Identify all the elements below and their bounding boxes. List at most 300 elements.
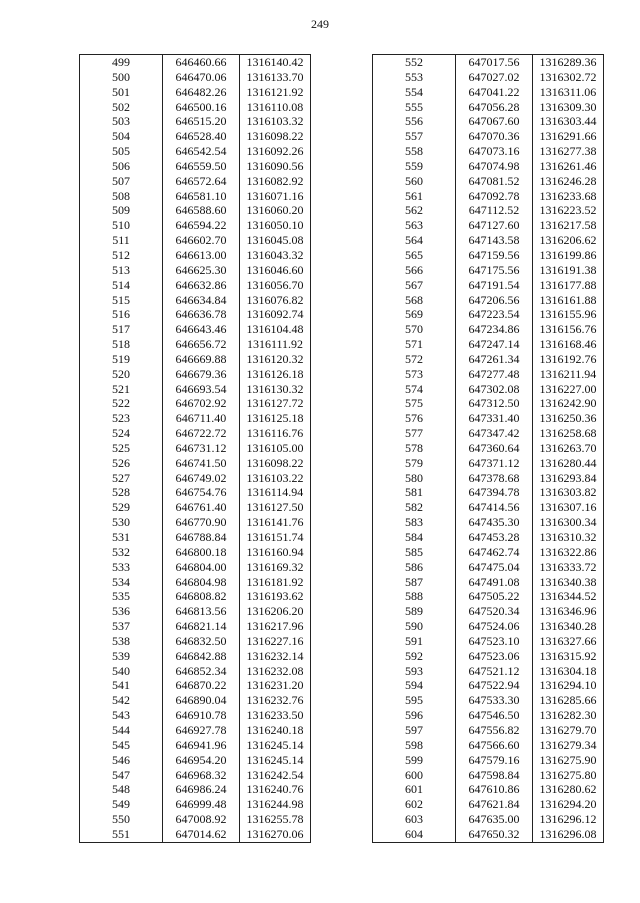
y-coordinate-cell: 1316242.90 — [533, 396, 604, 411]
point-number-cell: 590 — [373, 619, 456, 634]
point-number-cell: 570 — [373, 322, 456, 337]
table-row — [373, 100, 604, 115]
point-number-cell: 584 — [373, 530, 456, 545]
point-number-cell: 560 — [373, 174, 456, 189]
x-coordinate-cell: 647234.86 — [456, 322, 533, 337]
point-number-cell: 544 — [80, 723, 163, 738]
x-coordinate-cell: 647302.08 — [456, 382, 533, 397]
point-number-cell: 507 — [80, 174, 163, 189]
table-row — [373, 218, 604, 233]
point-number-cell: 534 — [80, 575, 163, 590]
table-row — [373, 456, 604, 471]
y-coordinate-cell: 1316098.22 — [240, 129, 311, 144]
x-coordinate-cell: 646634.84 — [163, 293, 240, 308]
point-number-cell: 599 — [373, 753, 456, 768]
table-row — [80, 159, 311, 174]
y-coordinate-cell: 1316161.88 — [533, 293, 604, 308]
x-coordinate-cell: 647191.54 — [456, 278, 533, 293]
table-row — [80, 396, 311, 411]
x-coordinate-cell: 647650.32 — [456, 827, 533, 842]
x-coordinate-cell: 647378.68 — [456, 471, 533, 486]
y-coordinate-cell: 1316121.92 — [240, 85, 311, 100]
table-row — [373, 619, 604, 634]
table-row — [80, 307, 311, 322]
point-number-cell: 519 — [80, 352, 163, 367]
point-number-cell: 543 — [80, 708, 163, 723]
x-coordinate-cell: 646788.84 — [163, 530, 240, 545]
point-number-cell: 535 — [80, 589, 163, 604]
y-coordinate-cell: 1316193.62 — [240, 589, 311, 604]
y-coordinate-cell: 1316227.16 — [240, 634, 311, 649]
x-coordinate-cell: 647056.28 — [456, 100, 533, 115]
table-row — [80, 782, 311, 797]
y-coordinate-cell: 1316192.76 — [533, 352, 604, 367]
table-row — [80, 248, 311, 263]
table-row — [373, 382, 604, 397]
table-row — [80, 441, 311, 456]
y-coordinate-cell: 1316293.84 — [533, 471, 604, 486]
table-row — [80, 100, 311, 115]
point-number-cell: 559 — [373, 159, 456, 174]
point-number-cell: 552 — [373, 55, 456, 70]
table-row — [80, 129, 311, 144]
point-number-cell: 510 — [80, 218, 163, 233]
x-coordinate-cell: 647127.60 — [456, 218, 533, 233]
table-row — [80, 634, 311, 649]
x-coordinate-cell: 647579.16 — [456, 753, 533, 768]
y-coordinate-cell: 1316279.70 — [533, 723, 604, 738]
y-coordinate-cell: 1316309.30 — [533, 100, 604, 115]
y-coordinate-cell: 1316333.72 — [533, 560, 604, 575]
y-coordinate-cell: 1316060.20 — [240, 203, 311, 218]
table-row — [373, 114, 604, 129]
x-coordinate-cell: 646470.06 — [163, 70, 240, 85]
table-row — [373, 589, 604, 604]
table-row — [80, 827, 311, 842]
y-coordinate-cell: 1316322.86 — [533, 545, 604, 560]
y-coordinate-cell: 1316130.32 — [240, 382, 311, 397]
x-coordinate-cell: 646842.88 — [163, 649, 240, 664]
y-coordinate-cell: 1316277.38 — [533, 144, 604, 159]
y-coordinate-cell: 1316310.32 — [533, 530, 604, 545]
x-coordinate-cell: 646941.96 — [163, 738, 240, 753]
table-row — [80, 426, 311, 441]
x-coordinate-cell: 647414.56 — [456, 500, 533, 515]
y-coordinate-cell: 1316240.76 — [240, 782, 311, 797]
x-coordinate-cell: 646625.30 — [163, 263, 240, 278]
point-number-cell: 538 — [80, 634, 163, 649]
x-coordinate-cell: 647556.82 — [456, 723, 533, 738]
table-row — [80, 738, 311, 753]
x-coordinate-cell: 646852.34 — [163, 664, 240, 679]
table-row — [80, 797, 311, 812]
y-coordinate-cell: 1316056.70 — [240, 278, 311, 293]
x-coordinate-cell: 647027.02 — [456, 70, 533, 85]
y-coordinate-cell: 1316315.92 — [533, 649, 604, 664]
y-coordinate-cell: 1316116.76 — [240, 426, 311, 441]
table-row — [80, 337, 311, 352]
point-number-cell: 601 — [373, 782, 456, 797]
page-number: 249 — [311, 17, 329, 31]
x-coordinate-cell: 647453.28 — [456, 530, 533, 545]
y-coordinate-cell: 1316244.98 — [240, 797, 311, 812]
y-coordinate-cell: 1316199.86 — [533, 248, 604, 263]
point-number-cell: 554 — [373, 85, 456, 100]
point-number-cell: 583 — [373, 515, 456, 530]
x-coordinate-cell: 647523.10 — [456, 634, 533, 649]
table-row — [80, 367, 311, 382]
y-coordinate-cell: 1316294.10 — [533, 678, 604, 693]
point-number-cell: 557 — [373, 129, 456, 144]
x-coordinate-cell: 647067.60 — [456, 114, 533, 129]
y-coordinate-cell: 1316231.20 — [240, 678, 311, 693]
x-coordinate-cell: 646632.86 — [163, 278, 240, 293]
table-row — [80, 649, 311, 664]
y-coordinate-cell: 1316346.96 — [533, 604, 604, 619]
table-row — [80, 812, 311, 827]
y-coordinate-cell: 1316282.30 — [533, 708, 604, 723]
table-row — [80, 575, 311, 590]
point-number-cell: 577 — [373, 426, 456, 441]
y-coordinate-cell: 1316261.46 — [533, 159, 604, 174]
table-row — [80, 174, 311, 189]
x-coordinate-cell: 646515.20 — [163, 114, 240, 129]
table-row — [373, 485, 604, 500]
table-row — [373, 738, 604, 753]
table-row — [373, 278, 604, 293]
point-number-cell: 578 — [373, 441, 456, 456]
x-coordinate-cell: 647521.12 — [456, 664, 533, 679]
x-coordinate-cell: 647277.48 — [456, 367, 533, 382]
y-coordinate-cell: 1316275.80 — [533, 768, 604, 783]
table-row — [373, 782, 604, 797]
table-row — [373, 203, 604, 218]
point-number-cell: 596 — [373, 708, 456, 723]
y-coordinate-cell: 1316245.14 — [240, 738, 311, 753]
y-coordinate-cell: 1316217.58 — [533, 218, 604, 233]
x-coordinate-cell: 646693.54 — [163, 382, 240, 397]
y-coordinate-cell: 1316169.32 — [240, 560, 311, 575]
table-row — [80, 203, 311, 218]
y-coordinate-cell: 1316263.70 — [533, 441, 604, 456]
point-number-cell: 569 — [373, 307, 456, 322]
x-coordinate-cell: 646602.70 — [163, 233, 240, 248]
table-row — [373, 248, 604, 263]
x-coordinate-cell: 647505.22 — [456, 589, 533, 604]
x-coordinate-cell: 646528.40 — [163, 129, 240, 144]
y-coordinate-cell: 1316114.94 — [240, 485, 311, 500]
x-coordinate-cell: 647371.12 — [456, 456, 533, 471]
x-coordinate-cell: 646754.76 — [163, 485, 240, 500]
y-coordinate-cell: 1316098.22 — [240, 456, 311, 471]
table-row — [80, 382, 311, 397]
x-coordinate-cell: 646542.54 — [163, 144, 240, 159]
x-coordinate-cell: 647081.52 — [456, 174, 533, 189]
y-coordinate-cell: 1316110.08 — [240, 100, 311, 115]
table-row — [373, 396, 604, 411]
table-row — [373, 500, 604, 515]
point-number-cell: 531 — [80, 530, 163, 545]
y-coordinate-cell: 1316246.28 — [533, 174, 604, 189]
point-number-cell: 594 — [373, 678, 456, 693]
x-coordinate-cell: 646749.02 — [163, 471, 240, 486]
y-coordinate-cell: 1316304.18 — [533, 664, 604, 679]
y-coordinate-cell: 1316340.28 — [533, 619, 604, 634]
point-number-cell: 549 — [80, 797, 163, 812]
y-coordinate-cell: 1316303.82 — [533, 485, 604, 500]
point-number-cell: 585 — [373, 545, 456, 560]
point-number-cell: 545 — [80, 738, 163, 753]
x-coordinate-cell: 647206.56 — [456, 293, 533, 308]
table-row — [373, 144, 604, 159]
point-number-cell: 568 — [373, 293, 456, 308]
table-row — [373, 352, 604, 367]
point-number-cell: 579 — [373, 456, 456, 471]
x-coordinate-cell: 647520.34 — [456, 604, 533, 619]
y-coordinate-cell: 1316160.94 — [240, 545, 311, 560]
y-coordinate-cell: 1316181.92 — [240, 575, 311, 590]
point-number-cell: 527 — [80, 471, 163, 486]
x-coordinate-cell: 646910.78 — [163, 708, 240, 723]
point-number-cell: 505 — [80, 144, 163, 159]
x-coordinate-cell: 646559.50 — [163, 159, 240, 174]
x-coordinate-cell: 646804.98 — [163, 575, 240, 590]
point-number-cell: 588 — [373, 589, 456, 604]
table-row — [80, 456, 311, 471]
point-number-cell: 517 — [80, 322, 163, 337]
y-coordinate-cell: 1316092.26 — [240, 144, 311, 159]
point-number-cell: 580 — [373, 471, 456, 486]
point-number-cell: 520 — [80, 367, 163, 382]
point-number-cell: 591 — [373, 634, 456, 649]
x-coordinate-cell: 646813.56 — [163, 604, 240, 619]
table-row — [80, 604, 311, 619]
y-coordinate-cell: 1316275.90 — [533, 753, 604, 768]
point-number-cell: 592 — [373, 649, 456, 664]
x-coordinate-cell: 647621.84 — [456, 797, 533, 812]
y-coordinate-cell: 1316250.36 — [533, 411, 604, 426]
x-coordinate-cell: 647435.30 — [456, 515, 533, 530]
table-row — [373, 797, 604, 812]
table-row — [80, 664, 311, 679]
x-coordinate-cell: 647491.08 — [456, 575, 533, 590]
y-coordinate-cell: 1316111.92 — [240, 337, 311, 352]
y-coordinate-cell: 1316206.62 — [533, 233, 604, 248]
point-number-cell: 501 — [80, 85, 163, 100]
x-coordinate-cell: 647546.50 — [456, 708, 533, 723]
table-row — [80, 619, 311, 634]
x-coordinate-cell: 646722.72 — [163, 426, 240, 441]
point-number-cell: 522 — [80, 396, 163, 411]
x-coordinate-cell: 647074.98 — [456, 159, 533, 174]
table-row — [80, 233, 311, 248]
point-number-cell: 574 — [373, 382, 456, 397]
y-coordinate-cell: 1316270.06 — [240, 827, 311, 842]
x-coordinate-cell: 647008.92 — [163, 812, 240, 827]
y-coordinate-cell: 1316279.34 — [533, 738, 604, 753]
y-coordinate-cell: 1316105.00 — [240, 441, 311, 456]
y-coordinate-cell: 1316045.08 — [240, 233, 311, 248]
point-number-cell: 500 — [80, 70, 163, 85]
y-coordinate-cell: 1316311.06 — [533, 85, 604, 100]
y-coordinate-cell: 1316092.74 — [240, 307, 311, 322]
y-coordinate-cell: 1316232.76 — [240, 693, 311, 708]
point-number-cell: 521 — [80, 382, 163, 397]
y-coordinate-cell: 1316300.34 — [533, 515, 604, 530]
x-coordinate-cell: 647635.00 — [456, 812, 533, 827]
table-row — [373, 560, 604, 575]
table-row — [80, 70, 311, 85]
table-row — [80, 218, 311, 233]
y-coordinate-cell: 1316233.68 — [533, 189, 604, 204]
point-number-cell: 581 — [373, 485, 456, 500]
table-row — [373, 85, 604, 100]
y-coordinate-cell: 1316126.18 — [240, 367, 311, 382]
table-row — [373, 426, 604, 441]
y-coordinate-cell: 1316344.52 — [533, 589, 604, 604]
y-coordinate-cell: 1316155.96 — [533, 307, 604, 322]
x-coordinate-cell: 647312.50 — [456, 396, 533, 411]
point-number-cell: 565 — [373, 248, 456, 263]
table-row — [373, 545, 604, 560]
y-coordinate-cell: 1316140.42 — [240, 55, 311, 70]
x-coordinate-cell: 647522.94 — [456, 678, 533, 693]
y-coordinate-cell: 1316071.16 — [240, 189, 311, 204]
point-number-cell: 539 — [80, 649, 163, 664]
table-row — [373, 70, 604, 85]
table-row — [373, 411, 604, 426]
point-number-cell: 586 — [373, 560, 456, 575]
y-coordinate-cell: 1316206.20 — [240, 604, 311, 619]
point-number-cell: 567 — [373, 278, 456, 293]
coordinates-table-right — [372, 54, 604, 843]
y-coordinate-cell: 1316127.72 — [240, 396, 311, 411]
coordinates-table-right-body — [373, 55, 604, 843]
table-row — [373, 471, 604, 486]
point-number-cell: 542 — [80, 693, 163, 708]
y-coordinate-cell: 1316280.62 — [533, 782, 604, 797]
point-number-cell: 526 — [80, 456, 163, 471]
table-row — [80, 530, 311, 545]
x-coordinate-cell: 646460.66 — [163, 55, 240, 70]
point-number-cell: 513 — [80, 263, 163, 278]
x-coordinate-cell: 647143.58 — [456, 233, 533, 248]
point-number-cell: 541 — [80, 678, 163, 693]
point-number-cell: 503 — [80, 114, 163, 129]
x-coordinate-cell: 646770.90 — [163, 515, 240, 530]
x-coordinate-cell: 647112.52 — [456, 203, 533, 218]
table-row — [373, 263, 604, 278]
point-number-cell: 602 — [373, 797, 456, 812]
x-coordinate-cell: 646702.92 — [163, 396, 240, 411]
y-coordinate-cell: 1316046.60 — [240, 263, 311, 278]
x-coordinate-cell: 646954.20 — [163, 753, 240, 768]
point-number-cell: 547 — [80, 768, 163, 783]
table-row — [80, 515, 311, 530]
x-coordinate-cell: 646731.12 — [163, 441, 240, 456]
y-coordinate-cell: 1316240.18 — [240, 723, 311, 738]
y-coordinate-cell: 1316258.68 — [533, 426, 604, 441]
point-number-cell: 525 — [80, 441, 163, 456]
point-number-cell: 593 — [373, 664, 456, 679]
y-coordinate-cell: 1316168.46 — [533, 337, 604, 352]
x-coordinate-cell: 646572.64 — [163, 174, 240, 189]
x-coordinate-cell: 647566.60 — [456, 738, 533, 753]
point-number-cell: 600 — [373, 768, 456, 783]
table-row — [80, 85, 311, 100]
y-coordinate-cell: 1316245.14 — [240, 753, 311, 768]
point-number-cell: 515 — [80, 293, 163, 308]
y-coordinate-cell: 1316303.44 — [533, 114, 604, 129]
point-number-cell: 597 — [373, 723, 456, 738]
x-coordinate-cell: 646761.40 — [163, 500, 240, 515]
x-coordinate-cell: 646636.78 — [163, 307, 240, 322]
table-row — [373, 322, 604, 337]
table-row — [80, 560, 311, 575]
table-row — [373, 649, 604, 664]
point-number-cell: 511 — [80, 233, 163, 248]
table-row — [373, 441, 604, 456]
table-row — [373, 753, 604, 768]
table-row — [373, 708, 604, 723]
table-row — [373, 129, 604, 144]
x-coordinate-cell: 647070.36 — [456, 129, 533, 144]
table-row — [80, 278, 311, 293]
y-coordinate-cell: 1316090.56 — [240, 159, 311, 174]
point-number-cell: 603 — [373, 812, 456, 827]
point-number-cell: 551 — [80, 827, 163, 842]
point-number-cell: 529 — [80, 500, 163, 515]
x-coordinate-cell: 646968.32 — [163, 768, 240, 783]
y-coordinate-cell: 1316103.22 — [240, 471, 311, 486]
point-number-cell: 555 — [373, 100, 456, 115]
point-number-cell: 576 — [373, 411, 456, 426]
table-row — [373, 159, 604, 174]
point-number-cell: 530 — [80, 515, 163, 530]
x-coordinate-cell: 646808.82 — [163, 589, 240, 604]
table-row — [80, 471, 311, 486]
x-coordinate-cell: 647462.74 — [456, 545, 533, 560]
table-row — [80, 589, 311, 604]
point-number-cell: 561 — [373, 189, 456, 204]
point-number-cell: 575 — [373, 396, 456, 411]
table-row — [80, 708, 311, 723]
point-number-cell: 571 — [373, 337, 456, 352]
x-coordinate-cell: 647247.14 — [456, 337, 533, 352]
table-row — [373, 307, 604, 322]
point-number-cell: 502 — [80, 100, 163, 115]
point-number-cell: 546 — [80, 753, 163, 768]
y-coordinate-cell: 1316227.00 — [533, 382, 604, 397]
point-number-cell: 566 — [373, 263, 456, 278]
x-coordinate-cell: 647475.04 — [456, 560, 533, 575]
x-coordinate-cell: 646482.26 — [163, 85, 240, 100]
point-number-cell: 556 — [373, 114, 456, 129]
x-coordinate-cell: 647523.06 — [456, 649, 533, 664]
table-row — [373, 678, 604, 693]
y-coordinate-cell: 1316133.70 — [240, 70, 311, 85]
x-coordinate-cell: 646890.04 — [163, 693, 240, 708]
y-coordinate-cell: 1316104.48 — [240, 322, 311, 337]
y-coordinate-cell: 1316223.52 — [533, 203, 604, 218]
y-coordinate-cell: 1316242.54 — [240, 768, 311, 783]
y-coordinate-cell: 1316294.20 — [533, 797, 604, 812]
x-coordinate-cell: 646800.18 — [163, 545, 240, 560]
point-number-cell: 573 — [373, 367, 456, 382]
point-number-cell: 524 — [80, 426, 163, 441]
point-number-cell: 595 — [373, 693, 456, 708]
x-coordinate-cell: 647014.62 — [163, 827, 240, 842]
